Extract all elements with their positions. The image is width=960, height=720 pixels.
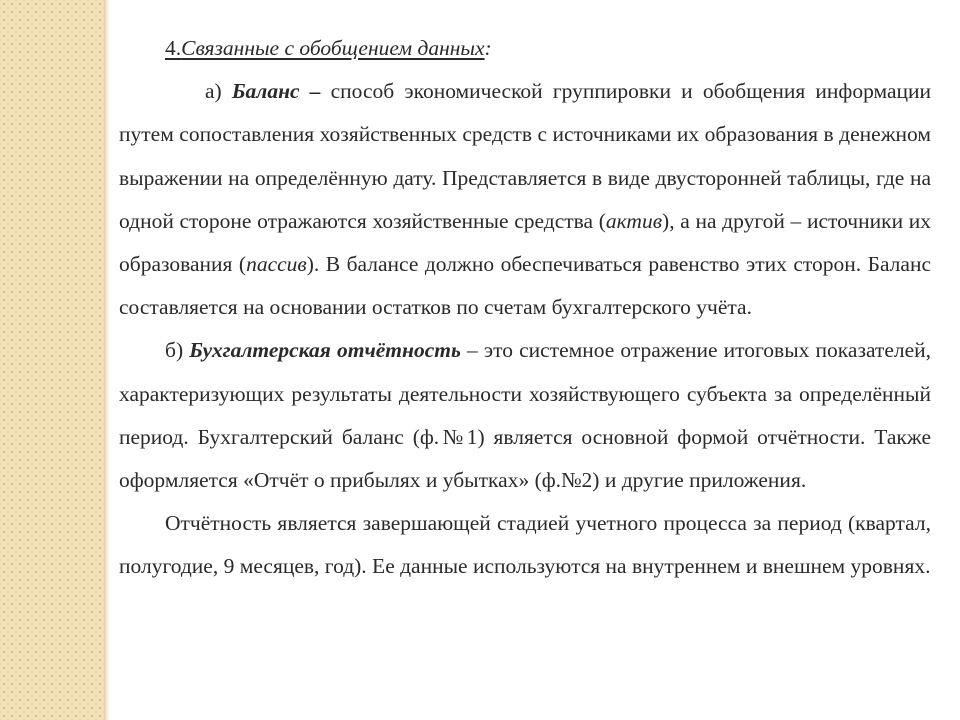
paragraph-balance [119, 70, 931, 329]
term-aktiv: актив [605, 208, 663, 233]
term-accounting-reporting: Бухгалтерская отчётность [189, 338, 461, 363]
paragraph-b-marker: б) [165, 338, 184, 363]
heading-title: Связанные с обобщением данных [181, 36, 485, 60]
paragraph-reporting-final-stage [119, 502, 931, 588]
heading-colon: : [484, 36, 492, 60]
section-heading [119, 27, 931, 70]
term-balance: Баланс – [231, 79, 321, 104]
heading-number: 4. [165, 36, 182, 60]
paragraph-a-text-1: способ экономической группировки и обобщения информации путем сопоставления хозяйственных средств с источниками их образования в денежном выражении на определённую дату. Представляется в виде двусторонней таблицы, где на одной стороне отражаются хозяйственные средства ( [119, 79, 932, 233]
side-strip-edge [104, 0, 110, 720]
paragraph-a-text-2: ), а на другой – источники их образования ( [119, 208, 931, 277]
decorative-side-strip [0, 0, 104, 720]
paragraph-reporting [119, 329, 931, 502]
paragraph-a-marker: а) [205, 79, 222, 104]
paragraph-b-text: – это системное отражение итоговых показателей, характеризующих результаты деятельности хозяйствующего субъекта за определённый период. Бухгалтерский баланс (ф.№1) является основной формой отчётности. Также оформляется «Отчёт о прибылях и убытках» (ф.№2) и другие приложения. [119, 338, 932, 493]
paragraph-c-text: Отчётность является завершающей стадией учетного процесса за период (квартал, полугодие, 9 месяцев, год). Ее данные используются на внутреннем и внешнем уровнях. [119, 511, 931, 579]
slide-content [119, 27, 931, 589]
paragraph-a-text-3: ). В балансе должно обеспечиваться равенство этих сторон. Баланс составляется на основании остатков по счетам бухгалтерского учёта. [119, 252, 931, 320]
term-passiv: пассив [246, 252, 307, 277]
